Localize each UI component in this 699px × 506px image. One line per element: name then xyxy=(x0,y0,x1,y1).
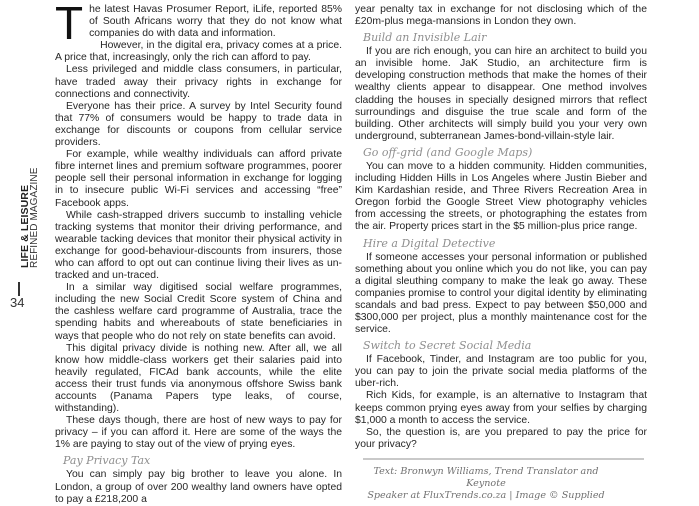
body-paragraph: So, the question is, are you prepared to pay the price for your privacy? xyxy=(355,426,647,450)
subheading-digital-detective: Hire a Digital Detective xyxy=(363,236,496,250)
body-paragraph: If Facebook, Tinder, and Instagram are too public for you, you can pay to join the private social media platforms of the uber-rich. xyxy=(355,354,647,390)
credit-line-2: Speaker at FluxTrends.co.za | Image © Supplied xyxy=(367,489,605,501)
subheading-secret-social-media: Switch to Secret Social Media xyxy=(363,339,532,353)
section-label xyxy=(20,168,40,269)
section-name: LIFE & LEISURE xyxy=(19,184,31,268)
body-paragraph: You can simply pay big brother to leave you alone. In London, a group of over 200 wealthy land owners have opted to pay a £218,200 a xyxy=(55,469,342,505)
body-paragraph: Rich Kids, for example, is an alternative to Instagram that keeps common prying eyes away from your selfies by charging $1,000 a month to access the service. xyxy=(355,390,647,426)
body-paragraph: Less privileged and middle class consumers, in particular, have traded away their privacy rights in exchange for connections and connectivity. xyxy=(55,64,342,100)
body-paragraph-continued: year penalty tax in exchange for not disclosing which of the £20m-plus mega-mansions in London they own. xyxy=(355,4,647,28)
body-paragraph: If someone accesses your personal information or published something about you online which you do not like, you can pay a digital sleuthing company to make the leak go away. These companies promise to control your digital identity by eliminating scandals and bad press. Expect to pay between $50,000 and $300,000 per project, plus a monthly maintenance cost for the service. xyxy=(355,251,647,336)
body-paragraph: If you are rich enough, you can hire an architect to build you an invisible home. JaK Studio, an architecture firm is developing construction methods that make the homes of their wealthy clients appear to disappear. One method involves cladding the houses in specially designed mirrors that reflect surroundings and disguise the true scale and form of the building. Other architects will simply build you your very own underground, subterranean James-bond-villain-style lair. xyxy=(355,46,647,142)
body-paragraph: Everyone has their price. A survey by Intel Security found that 77% of consumers would be happy to trade data in exchange for discounts or coupons from cellular service providers. xyxy=(55,100,342,149)
article-column-right xyxy=(355,4,647,502)
body-paragraph: These days though, there are host of new ways to pay for privacy – if you can afford it. Here are some of the ways the 1% are paying to stay out of the view of prying eyes. xyxy=(55,415,342,451)
body-paragraph: For example, while wealthy individuals can afford private fibre internet lines and premium software programmes, poorer people sell their personal information in exchange for logging in to insecure public Wi-Fi services and accessing “free” Facebook apps. xyxy=(55,149,342,209)
subheading-invisible-lair: Build an Invisible Lair xyxy=(363,31,487,45)
drop-cap: T xyxy=(55,0,84,49)
intro-paragraph xyxy=(55,0,342,49)
credit-line-1: Text: Bronwyn Williams, Trend Translator and Keynote xyxy=(373,465,599,489)
credit-divider xyxy=(363,458,644,460)
body-paragraph: You can move to a hidden community. Hidden communities, including Hidden Hills in Los Angeles where Justin Bieber and Kim Kardashian reside, and Three Rivers Recreation Area in Oregon forbid the Google Street View photography vehicles from accessing the streets, or photographing the estates from the air. Property prices start in the $5 million-plus price range. xyxy=(355,160,647,233)
page-number: 34 xyxy=(10,295,25,310)
sidebar xyxy=(0,0,40,482)
body-paragraph: This digital privacy divide is nothing new. After all, we all know how middle-class workers get their salaries paid into heavily regulated, FICAd bank accounts, while the elite access their trust funds via anonymous offshore Swiss bank accounts (Panama Papers type leaks, of course, withstanding). xyxy=(55,342,342,415)
body-paragraph: In a similar way digitised social welfare programmes, including the new Social Credit Score system of China and the cashless welfare card programme of Australia, trace the spending habits and whereabouts of state beneficiaries in ways that people who do not rely on state benefits can avoid. xyxy=(55,282,342,342)
magazine-name: REFINED MAGAZINE xyxy=(29,167,40,268)
author-credit xyxy=(355,466,647,502)
body-paragraph: While cash-strapped drivers succumb to installing vehicle tracking systems that monitor their driving performance, and wearable tacking devices that monitor their physical activity in exchange for good-behaviour-discounts from insurers, those who can afford to opt out can continue living their lives as un-tracked and un-traced. xyxy=(55,209,342,282)
body-paragraph: However, in the digital era, privacy comes at a price. A price that, increasingly, only the rich can afford to pay. xyxy=(55,40,342,64)
article-column-left xyxy=(55,0,342,506)
sidebar-divider xyxy=(18,282,20,296)
intro-text: he latest Havas Prosumer Report, iLife, reported 85% of South Africans worry that they do not know what companies do with data and information. xyxy=(89,4,342,40)
subheading-pay-privacy-tax: Pay Privacy Tax xyxy=(63,454,151,468)
subheading-off-grid: Go off-grid (and Google Maps) xyxy=(363,145,533,159)
